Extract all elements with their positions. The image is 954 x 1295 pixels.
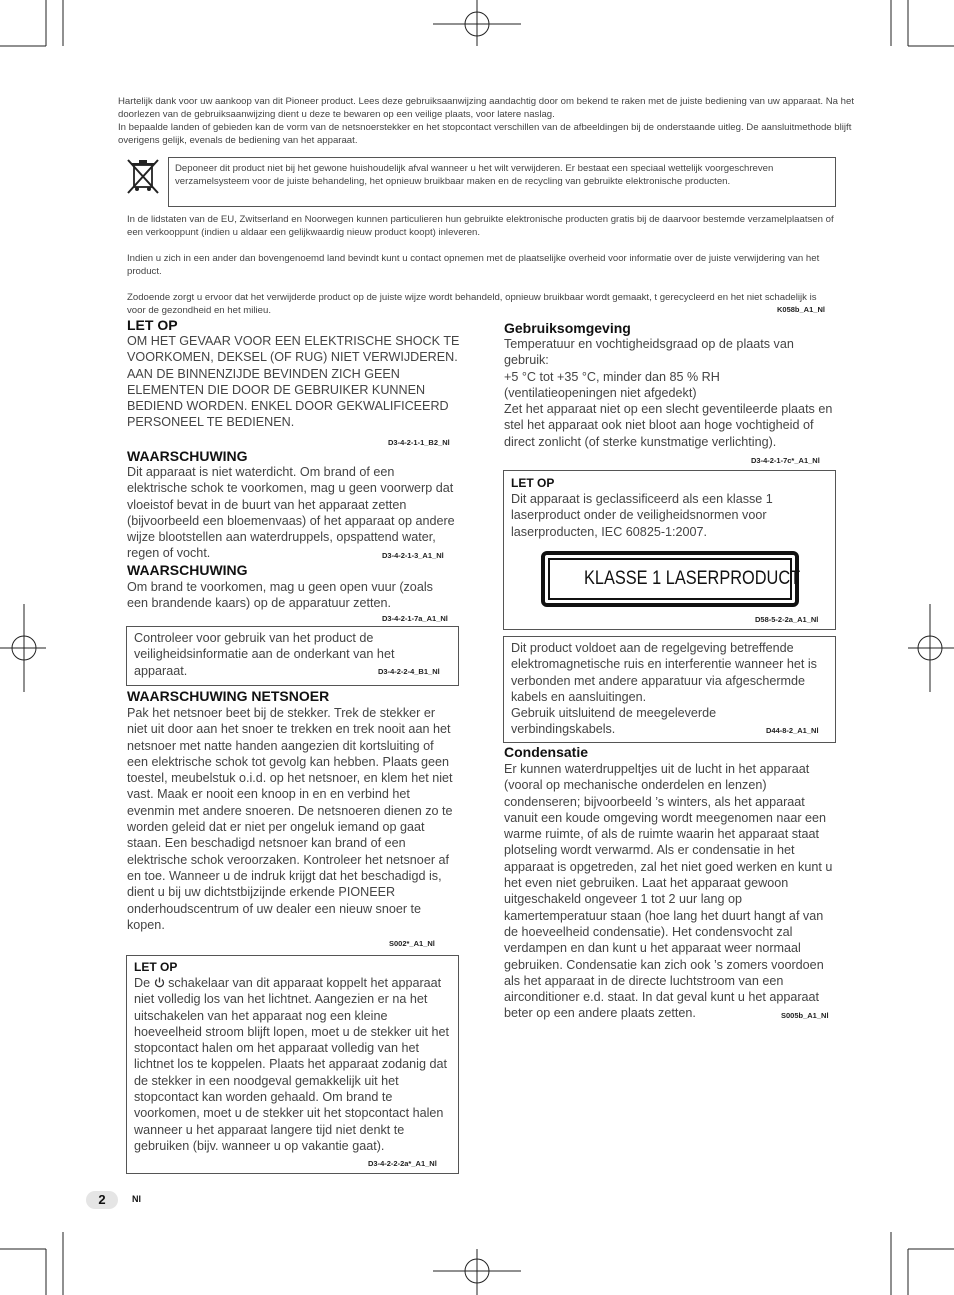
warn1-code: D3-4-2-1-3_A1_Nl [382,551,444,560]
power-switch-box [126,955,459,1174]
condensation-text: Er kunnen waterdruppeltjes uit de lucht in het apparaat (vooral op mechanische onderdelen en lenzen) condenseren; bijvoorbeeld ’s winters, als het apparaat vanuit een koude omgeving wordt meegenomen naar een warme ruimte, of als de ruimte waarin het apparaat staat plotseling wordt verwarmd. Als er condensatie in het apparaat is opgetreden, zal het niet goed werken en kunt u het even niet gebruiken. Laat het apparaat gewoon uitgeschakeld ongeveer 1 tot 2 uur lang op kamertemperatuur staan (hoe lang het duurt hangt af van de hoeveelheid condensatie). Het condensvocht zal verdampen en dan kunt u het apparaat weer normaal gebruiken. Condensatie kan zich ook ’s zomers voordoen als het apparaat in de directe luchtstroom van een airconditioner e.d. staat. In dat geval kunt u het apparaat beter op een andere plaats zetten. [504,762,833,1021]
warn3-title: WAARSCHUWING NETSNOER [127,688,330,704]
condensation-title: Condensatie [504,744,589,760]
weee-paragraph-2: Indien u zich in een ander dan bovengenoemd land bevindt kunt u contact opnemen met de plaatselijke overheid voor informatie over de juiste verwijdering van het product. [127,253,820,277]
condensation-code: S005b_A1_Nl [781,1011,829,1020]
letop1-text: OM HET GEVAAR VOOR EEN ELEKTRISCHE SHOCK TE VOORKOMEN, DEKSEL (OF RUG) NIET VERWIJDEREN. AAN DE BINNENZIJDE BEVINDEN ZICH GEEN ELEMENTEN DIE DOOR DE GEBRUIKER KUNNEN BEDIEND WORDEN. ENKEL DOOR GEKWALIFICEERD PERSONEEL TE BEDIENEN. [127,334,460,430]
warn2-text: Om brand te voorkomen, mag u geen open vuur (zoals een brandende kaars) op de apparatuur zetten. [127,580,433,611]
weee-paragraph-1: In de lidstaten van de EU, Zwitserland en Noorwegen kunnen particulieren hun gebruikte elektronische producten gratis bij de daarvoor bestemde verzamelplaatsen of een verkooppunt (indien u aldaar een gelijkwaardig nieuw product koopt) inleveren. [127,214,834,238]
intro [118,95,858,147]
warn3-text: Pak het netsnoer beet bij de stekker. Trek de stekker er niet uit door aan het snoer te trekken en trek nooit aan het netsnoer met natte handen aangezien dit kortsluiting of een elektrische schok tot gevolg kan hebben. Plaats geen toestel, meubelstuk o.i.d. op het netsnoer, en klem het niet vast. Maak er nooit een knoop in en en verbind het evenmin met andere snoeren. De netsnoeren dienen zo te worden geleid dat er niet per ongeluk iemand op gaat staan. Een beschadigd netsnoer kan brand of een elektrische schok veroorzaken. Kontroleer het netsnoer af en toe. Wanneer u de indruk krijgt dat het beschadigd is, dient u bij uw dichtstbijzijnde erkende PIONEER onderhoudscentrum of uw dealer een nieuw snoer te kopen. [127,706,453,932]
warn1-text: Dit apparaat is niet waterdicht. Om brand of een elektrische schok te voorkomen, mag u geen voorwerp dat vloeistof bevat in de buurt van het apparaat zetten (bijvoorbeeld een bloemenvaas) of het apparaat op andere wijze blootstellen aan waterdruppels, opspattend water, regen of vocht. [127,465,455,561]
power-standby-icon [154,976,165,987]
warn3-code: S002*_A1_Nl [389,939,435,948]
laser-class-label-text: KLASSE 1 LASERPRODUCT [584,568,801,589]
emc-paragraph-2: Gebruik uitsluitend de meegeleverde verbindingskabels. [511,706,717,737]
laser-code: D58-5-2-2a_A1_Nl [755,615,819,624]
weee-bin-icon [123,156,163,196]
page-number-badge: 2 [86,1191,118,1209]
intro-paragraph-1: Hartelijk dank voor uw aankoop van dit Pioneer product. Lees deze gebruiksaanwijzing aandachtig door om bekend te raken met de juiste bediening van uw apparaat. Na het doorlezen van de gebruiksaanwijzing dient u deze te bewaren op een veilige plaats, voor latere naslag. [118,96,854,120]
weee-paragraph-3: Zodoende zorgt u ervoor dat het verwijderde product op de juiste wijze wordt behandeld, opnieuw bruikbaar wordt gemaakt, t gerecycleerd en het niet schadelijk is voor de gezondheid en het milieu. [127,292,817,316]
env-paragraph-1: Temperatuur en vochtigheidsgraad op de plaats van gebruik: [504,337,794,368]
power-box-code: D3-4-2-2-2a*_A1_Nl [368,1159,437,1168]
page-language: Nl [132,1194,141,1204]
emc-code: D44-8-2_A1_Nl [766,726,819,735]
power-box-text-before: De [134,976,151,990]
emc-paragraph-1: Dit product voldoet aan de regelgeving betreffende elektromagnetische ruis en interferentie wanneer het is verbonden met andere apparatuur via afgeschermde kabels en aansluitingen. [511,641,817,704]
power-box-title: LET OP [134,960,178,974]
weee-notice-box [168,157,836,207]
warn2-title: WAARSCHUWING [127,562,248,578]
env-code: D3-4-2-1-7c*_A1_Nl [751,456,820,465]
safety-info-code: D3-4-2-2-4_B1_Nl [378,667,440,676]
letop1-code: D3-4-2-1-1_B2_Nl [388,438,450,447]
laser-class-label [541,551,799,607]
warn1-title: WAARSCHUWING [127,448,248,464]
safety-info-box [126,626,459,686]
power-box-paragraph [134,975,450,1154]
safety-info-text: Controleer voor gebruik van het product de veiligheidsinformatie aan de onderkant van het apparaat. [134,631,395,678]
weee-code: K058b_A1_Nl [777,305,825,314]
intro-paragraph-2: In bepaalde landen of gebieden kan de vorm van de netsnoerstekker en het stopcontact verschillen van de afbeeldingen bij de onderstaande uitleg. De aansluitmethode blijft overigens gelijk, evenals de bediening van het apparaat. [118,122,852,146]
weee-text [127,213,837,317]
laser-text: Dit apparaat is geclassificeerd als een klasse 1 laserproduct onder de veiligheidsnormen voor laserproducten, IEC 60825-1:2007. [511,492,773,539]
env-title: Gebruiksomgeving [504,320,631,336]
env-paragraph-3: Zet het apparaat niet op een slecht geventileerde plaats en stel het apparaat ook niet bloot aan hoge vochtigheid of direct zonlicht (of sterke kunstmatige verlichting). [504,402,833,449]
letop1-title: LET OP [127,317,178,333]
warn2-code: D3-4-2-1-7a_A1_Nl [382,614,448,623]
env-text [504,336,836,450]
laser-title: LET OP [511,476,555,490]
power-box-text: schakelaar van dit apparaat koppelt het apparaat niet volledig los van het lichtnet. Aangezien er na het uitschakelen van het apparaat nog een kleine hoeveelheid stroom blijft lopen, moet u de stekker uit het stopcontact halen om het apparaat volledig van het lichtnet los te koppelen. Plaats het apparaat zodanig dat de stekker in een noodgeval gemakkelijk uit het stopcontact kan worden gehaald. Om brand te voorkomen, moet u de stekker uit het stopcontact halen wanneer u het apparaat langere tijd niet denkt te gebruiken (bijv. wanneer u op vakantie gaat). [134,976,450,1153]
weee-box-text: Deponeer dit product niet bij het gewone huishoudelijk afval wanneer u het wilt verwijderen. Er bestaat een speciaal wettelijk voorgeschreven verzamelsysteem voor de juiste behandeling, het opnieuw bruikbaar maken en de recycling van gebruikte elektronische producten. [175,163,774,187]
env-paragraph-2: +5 °C tot +35 °C, minder dan 85 % RH (ventilatieopeningen niet afgedekt) [504,369,720,400]
